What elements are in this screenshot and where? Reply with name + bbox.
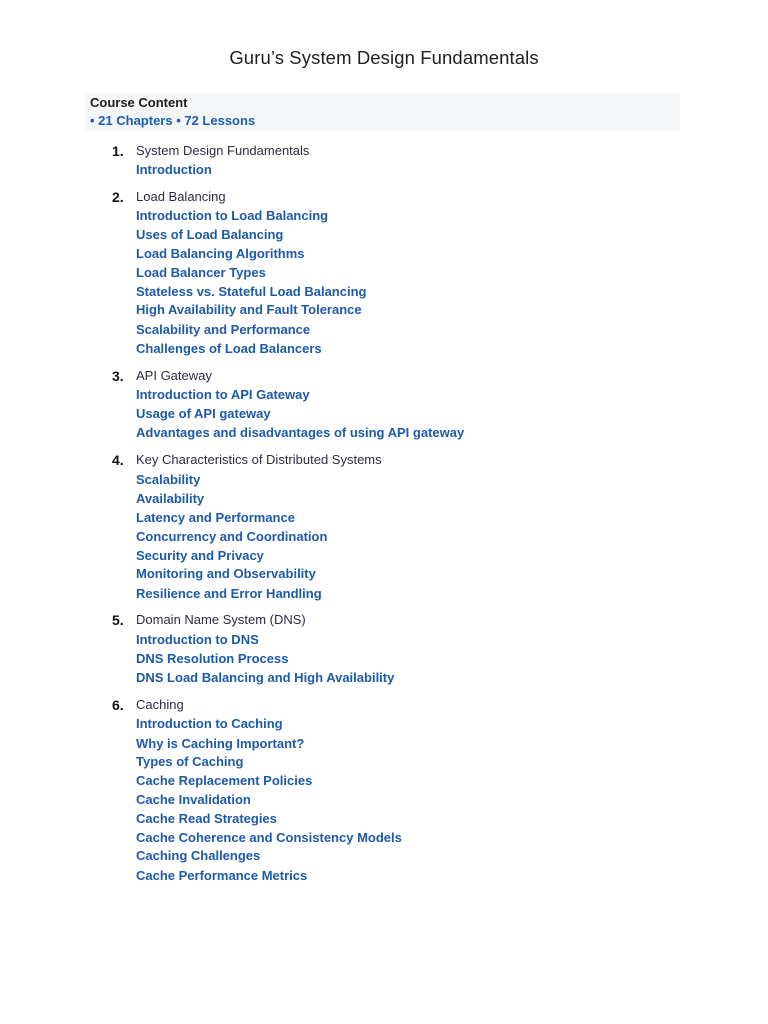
lesson-link[interactable]: Latency and Performance	[136, 510, 295, 525]
chapter-title: System Design Fundamentals	[136, 143, 310, 158]
lesson-link[interactable]: Introduction to Caching	[136, 716, 283, 731]
lesson-link[interactable]: Cache Replacement Policies	[136, 773, 313, 788]
lesson-link[interactable]: Why is Caching Important?	[136, 736, 305, 751]
lesson-link[interactable]: Introduction to API Gateway	[136, 387, 310, 402]
chapter-number: 3.	[112, 368, 124, 384]
lesson-link[interactable]: Introduction to DNS	[136, 632, 259, 647]
lesson-link[interactable]: Stateless vs. Stateful Load Balancing	[136, 284, 367, 299]
lesson-link[interactable]: Challenges of Load Balancers	[136, 341, 322, 356]
lesson-link[interactable]: Load Balancing Algorithms	[136, 246, 305, 261]
lesson-link[interactable]: Types of Caching	[136, 754, 244, 769]
lesson-link[interactable]: Scalability and Performance	[136, 322, 311, 337]
chapter-title: Key Characteristics of Distributed Systems	[136, 452, 382, 467]
lesson-link[interactable]: Load Balancer Types	[136, 265, 266, 280]
course-content-header	[85, 93, 680, 131]
chapter-title: Load Balancing	[136, 189, 226, 204]
document-title: Guru’s System Design Fundamentals	[229, 47, 539, 68]
lesson-link[interactable]: Uses of Load Balancing	[136, 227, 284, 242]
lesson-link[interactable]: Cache Read Strategies	[136, 811, 277, 826]
chapter-number: 6.	[112, 697, 124, 713]
lesson-link[interactable]: Cache Coherence and Consistency Models	[136, 830, 402, 845]
chapter-title: Caching	[136, 697, 184, 712]
lesson-link[interactable]: DNS Resolution Process	[136, 651, 289, 666]
chapter-number: 2.	[112, 189, 124, 205]
course-summary: • 21 Chapters • 72 Lessons	[90, 113, 256, 128]
chapter-number: 1.	[112, 143, 124, 159]
lesson-link[interactable]: Availability	[136, 491, 205, 506]
lesson-link[interactable]: DNS Load Balancing and High Availability	[136, 670, 395, 685]
chapter-title: Domain Name System (DNS)	[136, 612, 306, 627]
chapter-title: API Gateway	[136, 368, 212, 383]
lesson-link[interactable]: Introduction to Load Balancing	[136, 208, 329, 223]
lesson-link[interactable]: Introduction	[136, 162, 212, 177]
lesson-link[interactable]: Cache Performance Metrics	[136, 868, 308, 883]
lesson-link[interactable]: Resilience and Error Handling	[136, 586, 322, 601]
lesson-link[interactable]: Advantages and disadvantages of using API gateway	[136, 425, 465, 440]
lesson-link[interactable]: Monitoring and Observability	[136, 566, 316, 581]
lesson-link[interactable]: High Availability and Fault Tolerance	[136, 302, 362, 317]
lesson-link[interactable]: Usage of API gateway	[136, 406, 271, 421]
lesson-link[interactable]: Scalability	[136, 472, 201, 487]
chapter-number: 4.	[112, 452, 124, 468]
lesson-link[interactable]: Concurrency and Coordination	[136, 529, 328, 544]
lesson-link[interactable]: Caching Challenges	[136, 848, 261, 863]
course-content-heading: Course Content	[90, 95, 188, 110]
lesson-link[interactable]: Security and Privacy	[136, 548, 264, 563]
chapter-number: 5.	[112, 612, 124, 628]
lesson-link[interactable]: Cache Invalidation	[136, 792, 251, 807]
